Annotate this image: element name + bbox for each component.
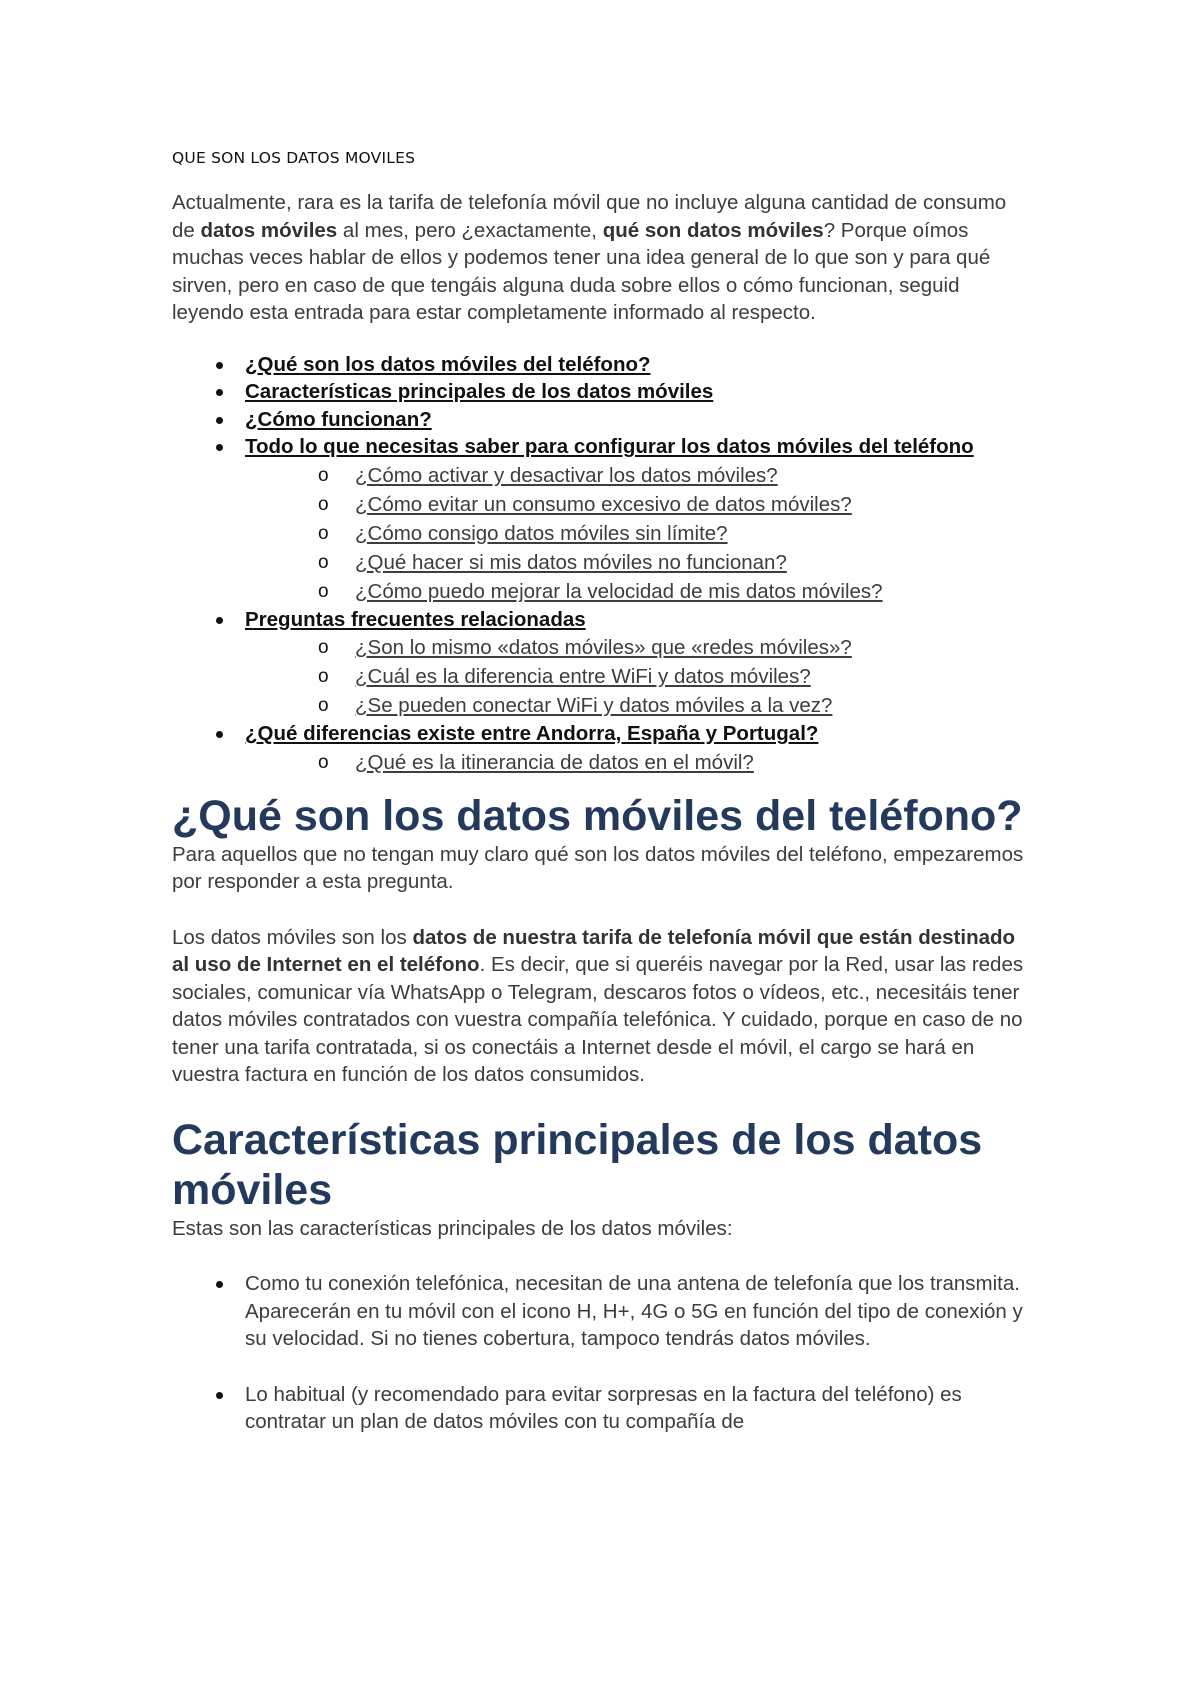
- toc-link-configurar[interactable]: Todo lo que necesitas saber para configurar los datos móviles del teléfono: [245, 435, 974, 458]
- toc-sublink[interactable]: ¿Cómo activar y desactivar los datos móviles?: [355, 463, 778, 487]
- document-page: [172, 140, 1032, 1464]
- features-list: [172, 1270, 1032, 1436]
- section-heading-que-son: ¿Qué son los datos móviles del teléfono?: [172, 791, 1023, 840]
- intro-text-1: Actualmente, rara es la tarifa de telefonía móvil que no incluye alguna cantidad de consumo de: [172, 191, 1007, 242]
- toc-subitem: [172, 748, 1032, 777]
- toc-sublist: [245, 633, 1032, 720]
- toc-sublist: [245, 461, 1032, 606]
- intro-bold-2: qué son datos móviles: [602, 218, 824, 242]
- toc-item: [172, 433, 1032, 606]
- toc-subitem: [172, 662, 1032, 691]
- toc-item: [172, 406, 1032, 434]
- toc-sublist: [245, 748, 1032, 777]
- section1-text-1: Los datos móviles son los: [172, 925, 413, 949]
- toc-sublink[interactable]: ¿Cuál es la diferencia entre WiFi y datos móviles?: [355, 665, 811, 688]
- toc-subitem: [172, 577, 1032, 606]
- toc-sublink[interactable]: ¿Son lo mismo «datos móviles» que «redes móviles»?: [355, 636, 852, 659]
- table-of-contents: [172, 351, 1032, 777]
- toc-subitem: [172, 461, 1032, 490]
- toc-sublink[interactable]: ¿Se pueden conectar WiFi y datos móviles a la vez?: [355, 694, 833, 717]
- toc-subitem: [172, 548, 1032, 577]
- section1-paragraph-2: [172, 924, 1032, 1089]
- toc-sublink[interactable]: ¿Qué es la itinerancia de datos en el móvil?: [355, 750, 754, 774]
- document-label: QUE SON LOS DATOS MOVILES: [172, 149, 416, 167]
- feature-item: Lo habitual (y recomendado para evitar sorpresas en la factura del teléfono) es contratar un plan de datos móviles con tu compañía de: [172, 1381, 1032, 1436]
- toc-subitem: [172, 691, 1032, 720]
- toc-link-caracteristicas[interactable]: Características principales de los datos móviles: [245, 380, 714, 403]
- toc-sublink[interactable]: ¿Qué hacer si mis datos móviles no funcionan?: [355, 550, 787, 574]
- toc-subitem: [172, 519, 1032, 548]
- toc-item: [172, 351, 1032, 379]
- intro-text-3: ? Porque oímos muchas veces hablar de ellos y podemos tener una idea general de lo que son y para qué sirven, pero en caso de que tengáis alguna duda sobre ellos o cómo funcionan, seguid leyendo esta entrada para estar completamente informado al respecto.: [172, 218, 991, 324]
- section1-text-2: . Es decir, que si queréis navegar por la Red, usar las redes sociales, comunicar vía WhatsApp o Telegram, descaros fotos o vídeos, etc., necesitáis tener datos móviles contratados con vuestra compañía telefónica. Y cuidado, porque en caso de no tener una tarifa contratada, si os conectáis a Internet desde el móvil, el cargo se hará en vuestra factura en función de los datos consumidos.: [172, 953, 1024, 1086]
- section2-paragraph-1: Estas son las características principales de los datos móviles:: [172, 1216, 733, 1240]
- intro-text-2: al mes, pero ¿exactamente,: [337, 218, 603, 242]
- section-heading-caracteristicas: Características principales de los datos móviles: [172, 1115, 983, 1214]
- toc-link-preguntas[interactable]: Preguntas frecuentes relacionadas: [245, 607, 586, 631]
- toc-subitem: [172, 633, 1032, 662]
- toc-sublink[interactable]: ¿Cómo evitar un consumo excesivo de datos móviles?: [355, 492, 852, 516]
- toc-link-como-funcionan[interactable]: ¿Cómo funcionan?: [245, 407, 432, 431]
- intro-paragraph: [172, 189, 1032, 327]
- toc-item: [172, 720, 1032, 777]
- toc-link-que-son[interactable]: ¿Qué son los datos móviles del teléfono?: [245, 352, 651, 376]
- toc-sublink[interactable]: ¿Cómo puedo mejorar la velocidad de mis datos móviles?: [355, 579, 883, 603]
- feature-item: Como tu conexión telefónica, necesitan de una antena de telefonía que los transmita. Aparecerán en tu móvil con el icono H, H+, 4G o 5G en función del tipo de conexión y su velocidad. Si no tienes cobertura, tampoco tendrás datos móviles.: [172, 1270, 1032, 1353]
- intro-bold-1: datos móviles: [200, 218, 338, 242]
- toc-link-diferencias[interactable]: ¿Qué diferencias existe entre Andorra, España y Portugal?: [245, 722, 819, 745]
- section1-bold: datos de nuestra tarifa de telefonía móvil que están destinado al uso de Internet en el teléfono: [172, 925, 1016, 976]
- toc-item: [172, 606, 1032, 721]
- toc-item: [172, 378, 1032, 406]
- toc-sublink[interactable]: ¿Cómo consigo datos móviles sin límite?: [355, 521, 728, 545]
- toc-subitem: [172, 490, 1032, 519]
- section1-paragraph-1: Para aquellos que no tengan muy claro qué son los datos móviles del teléfono, empezaremos por responder a esta pregunta.: [172, 842, 1024, 893]
